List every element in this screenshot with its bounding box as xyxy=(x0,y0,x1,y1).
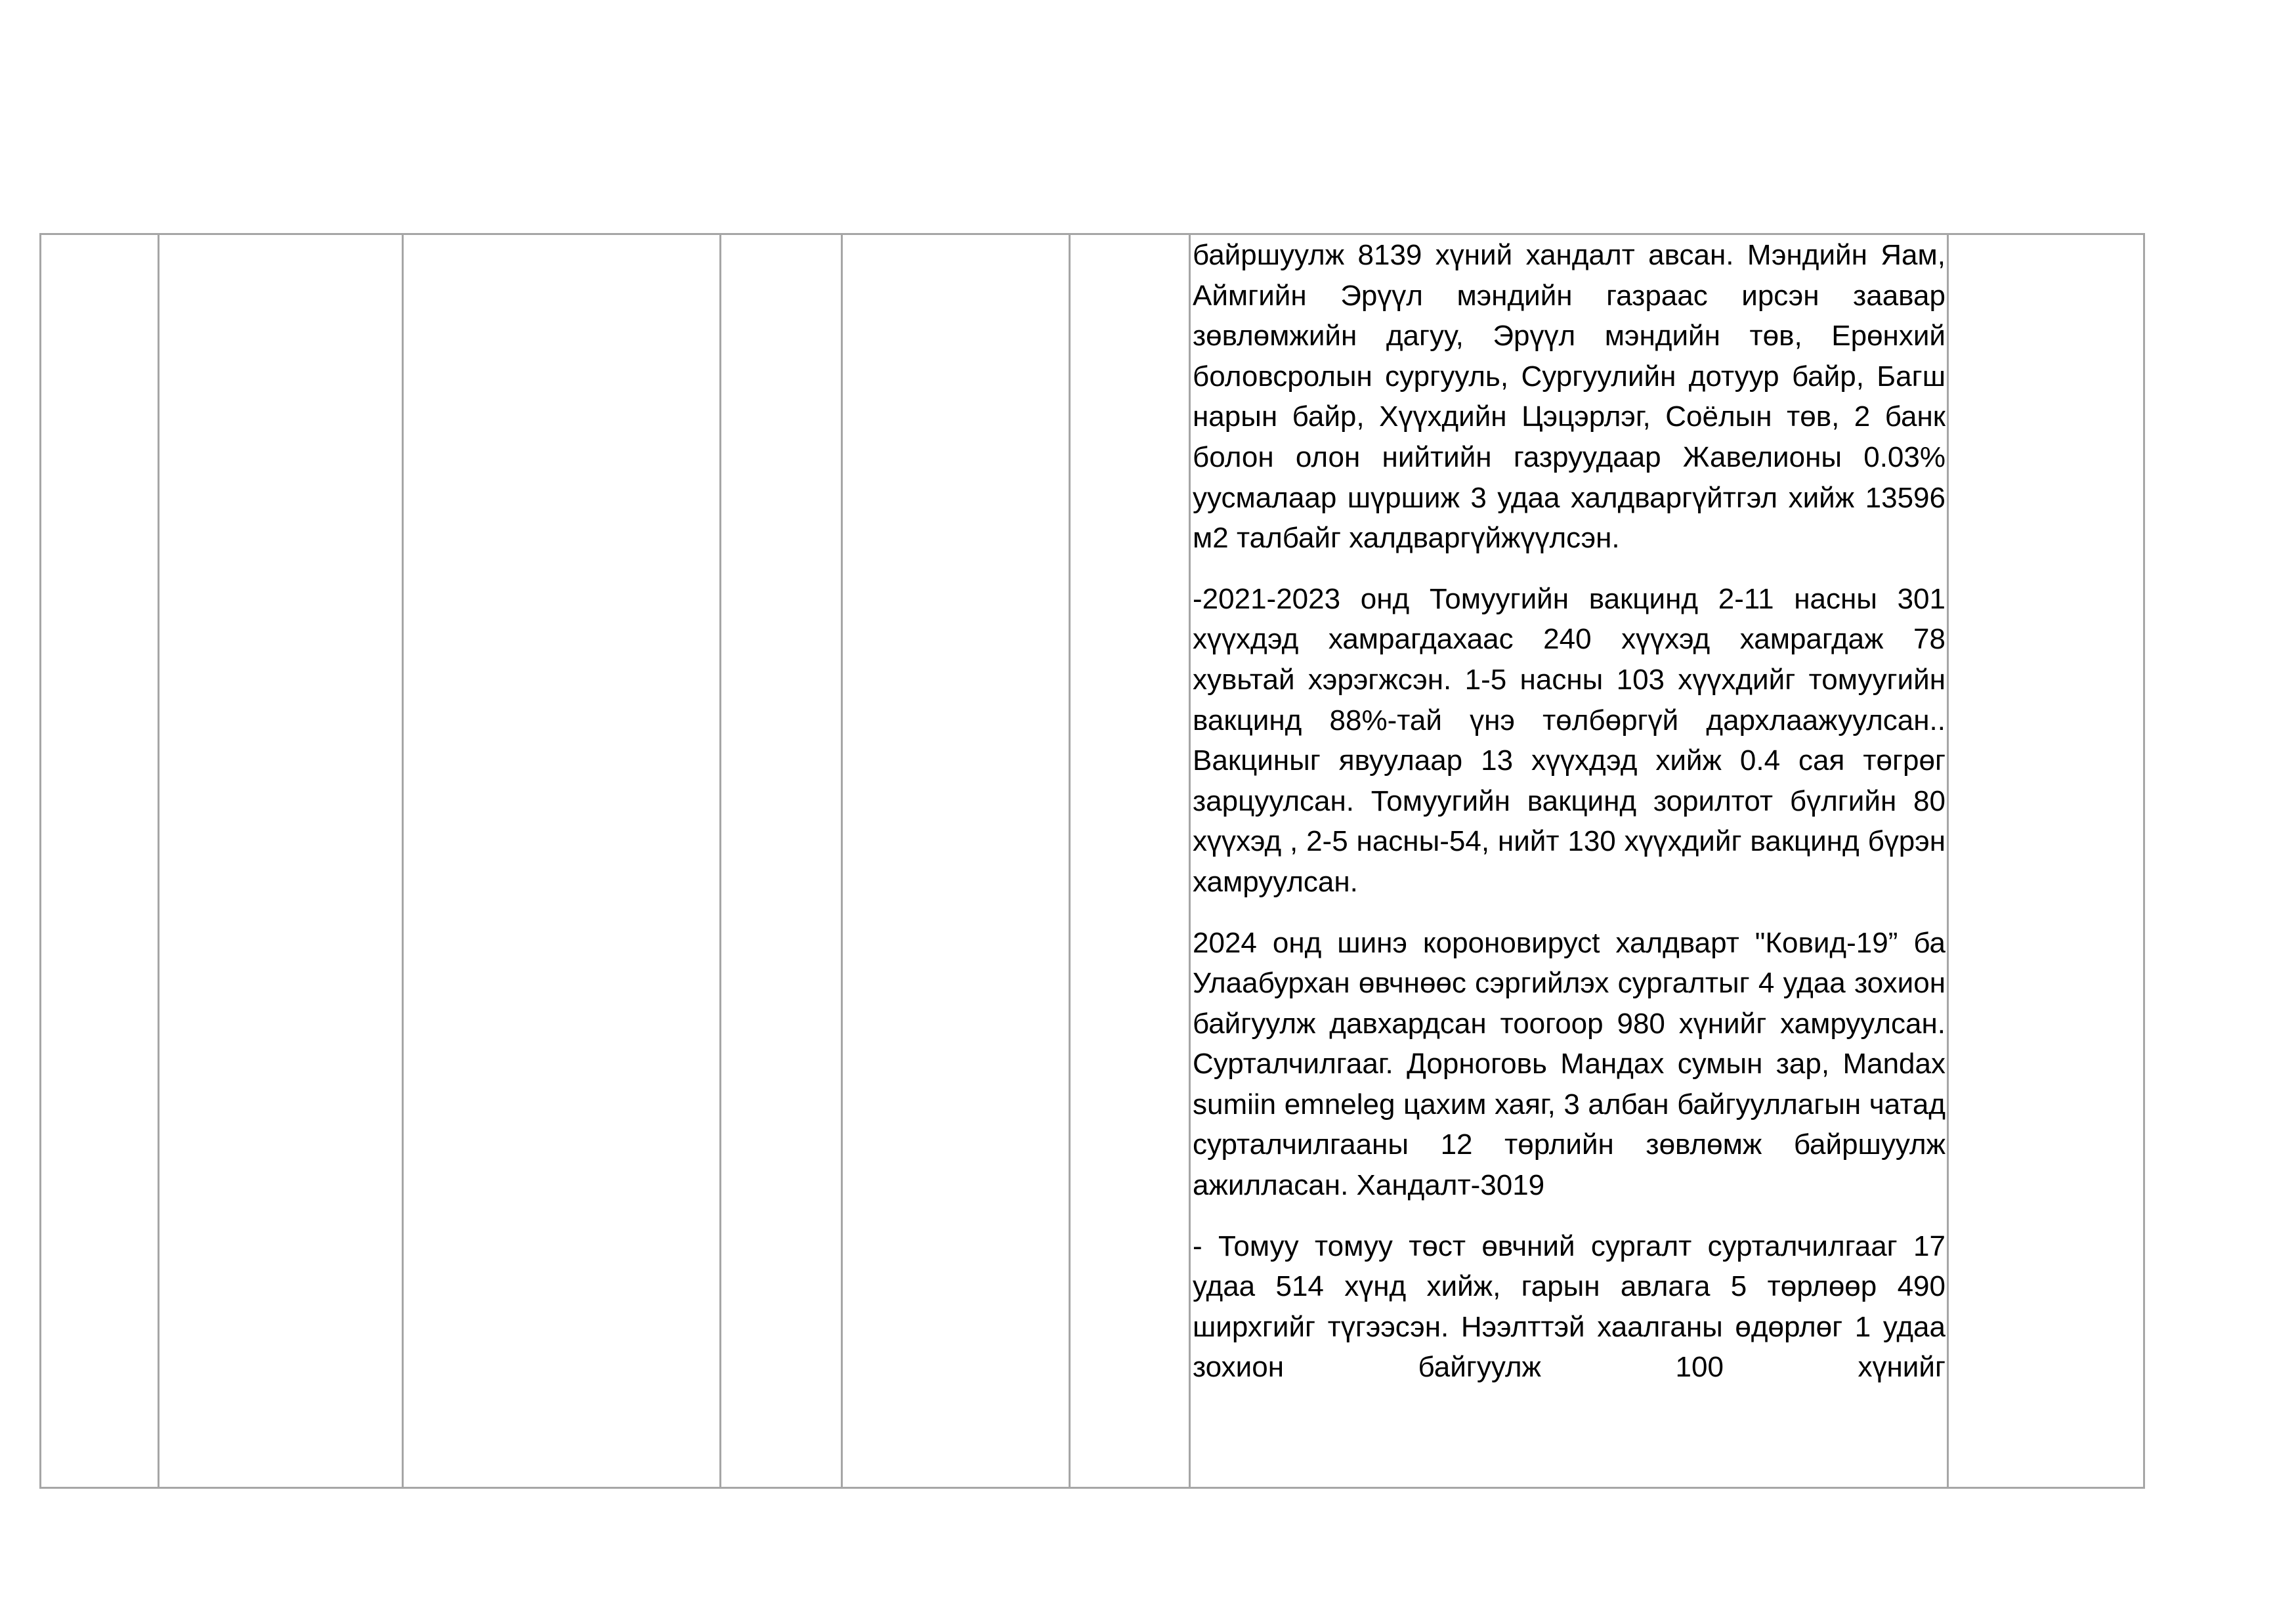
empty-cell-3 xyxy=(403,234,721,1488)
paragraph-covid-training: 2024 онд шинэ короновирусt халдварт "Ковид-19” ба Улаабурхан өвчнөөс сэргийлэх сургалтыг 4 удаа зохион байгуулж давхардсан тоогоор 980 хүнийг хамруулсан. Сурталчилгааг. Дорноговь Мандах сумын зар, Mandax sumiin emneleg цахим хаяг, 3 албан байгууллагын чатад сурталчилгааны 12 төрлийн зөвлөмж байршуулж ажилласан. Хандалт-3019 xyxy=(1193,926,1945,1202)
document-table xyxy=(39,233,2145,1489)
empty-cell-5 xyxy=(842,234,1070,1488)
paragraph-disinfection: байршуулж 8139 хүний хандалт авсан. Мэндийн Яам, Аймгийн Эрүүл мэндийн газраас ирсэн заавар зөвлөмжийн дагуу, Эрүүл мэндийн төв, Ерөнхий боловсролын сургууль, Сургуулийн дотуур байр, Багш нарын байр, Хүүхдийн Цэцэрлэг, Соёлын төв, 2 банк болон олон нийтийн газруудаар Жавелионы 0.03% уусмалаар шүршиж 3 удаа халдваргүйтгэл хийж 13596 м2 талбайг халдваргүйжүүлсэн. xyxy=(1193,239,1945,555)
report-text-cell xyxy=(1190,234,1948,1488)
empty-cell-6 xyxy=(1070,234,1190,1488)
paragraph-flu-vaccination: -2021-2023 онд Томуугийн вакцинд 2-11 насны 301 хүүхдэд хамрагдахаас 240 хүүхэд хамрагдаж 78 хувьтай хэрэгжсэн. 1-5 насны 103 хүүхдийг томуугийн вакцинд 88%-тай үнэ төлбөргүй дархлаажуулсан.. Вакциныг явуулаар 13 хүүхдэд хийж 0.4 сая төгрөг зарцуулсан. Томуугийн вакцинд зорилтот бүлгийн 80 хүүхэд , 2-5 насны-54, нийт 130 хүүхдийг вакцинд бүрэн хамруулсан. xyxy=(1193,582,1945,898)
empty-cell-8 xyxy=(1948,234,2144,1488)
table-row xyxy=(41,234,2144,1488)
empty-cell-1 xyxy=(41,234,159,1488)
empty-cell-4 xyxy=(721,234,842,1488)
empty-cell-2 xyxy=(159,234,403,1488)
paragraph-flu-training: - Томуу томуу төст өвчний сургалт сурталчилгааг 17 удаа 514 хүнд хийж, гарын авлага 5 төрлөөр 490 ширхгийг түгээсэн. Нээлттэй хаалганы өдөрлөг 1 удаа зохион байгуулж 100 хүнийг xyxy=(1193,1229,1945,1384)
